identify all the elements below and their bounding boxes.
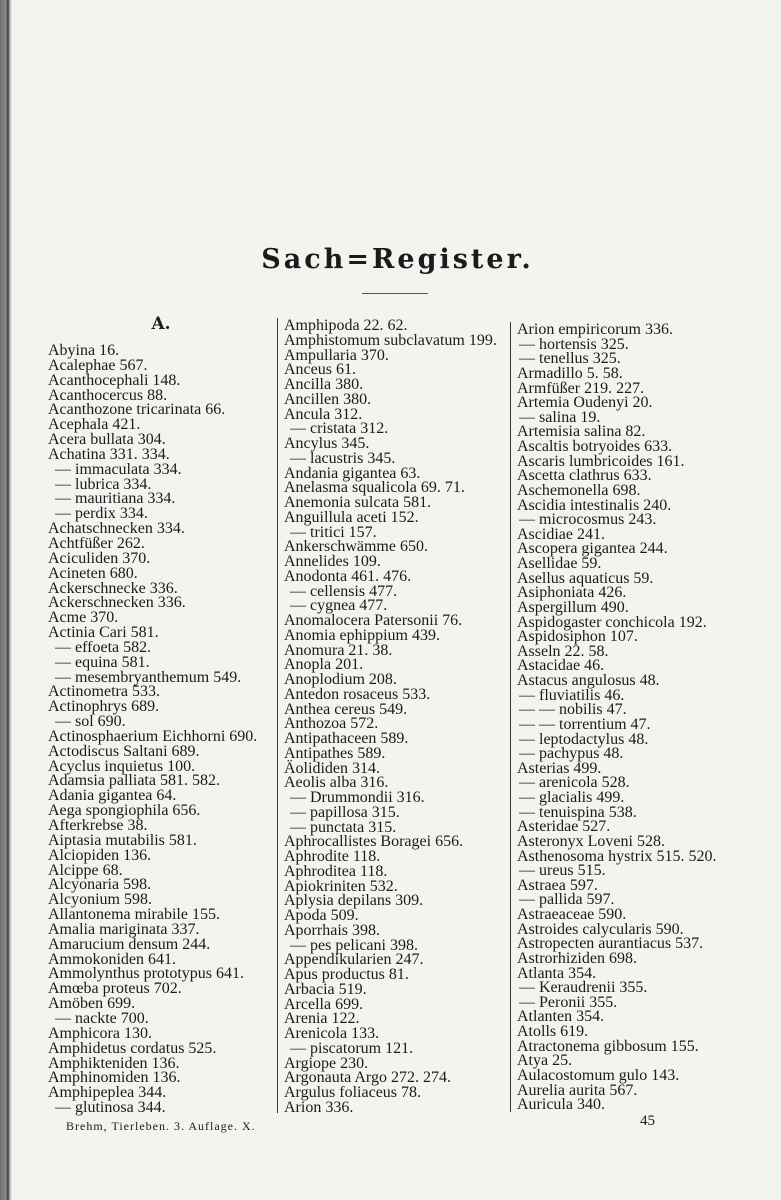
footer-imprint: Brehm, Tierleben. 3. Auflage. X. [66,1119,256,1133]
index-entry: Amphinomiden 136. [48,1069,181,1087]
index-entry: Ancillen 380. [284,390,372,408]
index-subentry: — pachypus 48. [519,745,624,763]
index-subentry: — hortensis 325. [519,335,629,353]
index-entry: Äolididen 314. [284,759,380,777]
title-rule [362,293,428,294]
index-entry: Anodonta 461. 476. [284,567,412,585]
index-entry: Ackerschnecke 336. [48,579,178,597]
index-entry: Anelasma squalicola 69. 71. [284,479,465,497]
index-entry: Amphistomum subclavatum 199. [284,331,497,349]
index-entry: Astroides calycularis 590. [517,920,684,938]
index-subentry: — — torrentium 47. [519,715,651,733]
section-letter: A. [151,314,171,334]
index-entry: Adania gigantea 64. [48,787,177,805]
index-entry: Argulus foliaceus 78. [284,1084,422,1101]
index-entry: Ascidia intestinalis 240. [517,496,672,514]
index-entry: Ackerschnecken 336. [48,594,186,612]
index-entry: Acalephae 567. [48,356,148,374]
index-entry: Alciopiden 136. [48,846,152,864]
index-subentry: — cellensis 477. [290,582,398,600]
index-subentry: — lubrica 334. [55,475,152,493]
index-entry: Aega spongiophila 656. [48,802,201,820]
index-subentry: — tenellus 325. [519,350,621,368]
index-entry: Acephala 421. [48,416,141,434]
index-subentry: — cygnea 477. [290,597,388,615]
index-entry: Acanthozone tricarinata 66. [48,401,226,419]
index-entry: Arenicola 133. [284,1025,380,1042]
index-entry: Aporrhais 398. [284,921,380,939]
index-entry: Ancylus 345. [284,435,370,452]
index-entry: Acanthocephali 148. [48,371,181,389]
index-entry: Aphrodite 118. [284,848,381,865]
index-entry: Acme 370. [48,609,119,627]
index-entry: Apoda 509. [284,907,359,924]
index-entry: Acyclus inquietus 100. [48,757,196,775]
index-entry: Asteronyx Loveni 528. [517,832,665,850]
index-subentry: — Drummondii 316. [290,789,425,806]
index-entry: Aurelia aurita 567. [517,1081,638,1099]
index-entry: Abyina 16. [48,342,120,359]
index-entry: Aplysia depilans 309. [284,892,424,910]
index-entry: Amphidetus cordatus 525. [48,1039,217,1057]
index-entry: Amœba proteus 702. [48,980,182,998]
index-entry: Aulacostomum gulo 143. [517,1066,680,1084]
index-entry: Armadillo 5. 58. [517,364,623,382]
index-entry: Annelides 109. [284,553,381,570]
index-entry: Afterkrebse 38. [48,817,148,834]
index-entry: Ascaris lumbricoides 161. [517,452,685,470]
index-entry: Apus productus 81. [284,966,409,983]
index-subentry: — sol 690. [55,713,126,731]
index-column-1 [48,344,276,1116]
index-subentry: — Peronii 355. [519,993,618,1011]
index-entry: Aphroditea 118. [284,862,388,880]
index-subentry: — nackte 700. [55,1009,149,1027]
index-entry: Apiokriniten 532. [284,877,398,895]
index-entry: Arenia 122. [284,1010,360,1028]
index-entry: Auricula 340. [517,1096,605,1114]
index-entry: Antipathes 589. [284,744,386,762]
index-subentry: — mesembryanthemum 549. [55,668,242,686]
index-subentry: — glacialis 499. [519,789,625,806]
page-title: Sach=Register. [261,244,534,275]
index-subentry: — punctata 315. [290,818,397,836]
index-entry: Alcyonium 598. [48,891,152,909]
index-entry: Atya 25. [517,1052,573,1070]
index-entry: Antedon rosaceus 533. [284,685,431,703]
index-column-2 [284,319,508,1116]
index-entry: Aphrocallistes Boragei 656. [284,833,464,851]
index-entry: Arcella 699. [284,995,364,1013]
index-entry: Amöben 699. [48,995,136,1013]
index-entry: Ammokoniden 641. [48,950,176,968]
index-entry: Anomura 21. 38. [284,641,393,659]
index-entry: Astrorhiziden 698. [517,949,637,967]
index-subentry: — arenicola 528. [519,774,630,792]
index-entry: Aciculiden 370. [48,549,151,567]
index-subentry: — tritici 157. [290,523,377,541]
index-entry: Acera bullata 304. [48,431,166,449]
index-subentry: — pes pelicani 398. [290,936,418,954]
index-entry: Allantonema mirabile 155. [48,906,220,924]
index-entry: Artemisia salina 82. [517,423,646,441]
index-entry: Amphicora 130. [48,1024,152,1042]
index-subentry: — Keraudrenii 355. [519,979,648,997]
index-entry: Anthea cereus 549. [284,700,408,718]
index-subentry: — tenuispina 538. [519,803,637,821]
index-subentry: — equina 581. [55,653,150,671]
index-entry: Atlanten 354. [517,1008,605,1026]
index-entry: Acanthocercus 88. [48,386,168,404]
index-entry: Argiope 230. [284,1054,369,1072]
index-entry: Asterias 499. [517,759,602,777]
index-entry: Actinia Cari 581. [48,624,159,642]
index-entry: Ankerschwämme 650. [284,538,428,556]
index-entry: Achatina 331. 334. [48,445,170,463]
index-entry: Atractonema gibbosum 155. [517,1037,699,1055]
index-entry: Actodiscus Saltani 689. [48,742,200,760]
index-entry: Aeolis alba 316. [284,774,389,792]
index-entry: Asiphoniata 426. [517,584,627,602]
index-entry: Astraea 597. [517,876,598,894]
index-entry: Aspidogaster conchicola 192. [517,613,707,631]
index-entry: Arbacia 519. [284,980,367,998]
index-entry: Aiptasia mutabilis 581. [48,831,197,849]
index-entry: Argonauta Argo 272. 274. [284,1069,451,1087]
index-entry: Actinosphaerium Eichhorni 690. [48,727,258,745]
index-entry: Ancilla 380. [284,376,364,393]
index-entry: Artemia Oudenyi 20. [517,394,653,412]
index-subentry: — — nobilis 47. [519,701,627,719]
index-entry: Ampullaria 370. [284,346,389,364]
index-entry: Asteridae 527. [517,818,611,836]
index-entry: Achtfüßer 262. [48,534,145,552]
index-entry: Asellus aquaticus 59. [517,569,654,587]
index-entry: Atlanta 354. [517,964,597,982]
index-entry: Arion 336. [284,1098,354,1116]
index-entry: Adamsia palliata 581. 582. [48,772,220,790]
index-entry: Astropecten aurantiacus 537. [517,935,704,953]
index-entry: Amalia mariginata 337. [48,920,200,938]
index-subentry: — effoeta 582. [55,638,152,656]
index-entry: Anguillula aceti 152. [284,508,419,526]
index-entry: Appendikularien 247. [284,951,424,969]
index-entry: Alcippe 68. [48,861,123,879]
index-entry: Ancula 312. [284,405,363,423]
column-divider [510,322,511,1112]
index-entry: Astacus angulosus 48. [517,672,660,689]
index-subentry: — papillosa 315. [290,803,400,821]
index-subentry: — microcosmus 243. [519,511,657,529]
index-subentry: — piscatorum 121. [290,1039,414,1057]
index-entry: Anemonia sulcata 581. [284,494,432,511]
index-entry: Anoplodium 208. [284,671,397,688]
index-entry: Atolls 619. [517,1023,589,1040]
index-entry: Astacidae 46. [517,657,605,675]
index-entry: Anomalocera Patersonii 76. [284,612,463,629]
index-subentry: — mauritiana 334. [55,490,176,508]
index-entry: Amphipeplea 344. [48,1084,167,1102]
index-entry: Achatschnecken 334. [48,520,185,538]
index-entry: Aschemonella 698. [517,481,641,499]
index-entry: Actinophrys 689. [48,698,160,716]
index-entry: Ascaltis botryoides 633. [517,438,673,455]
index-entry: Aspidosiphon 107. [517,628,638,646]
index-entry: Actinometra 533. [48,683,160,701]
index-subentry: — salina 19. [519,408,601,426]
index-entry: Ascetta clathrus 633. [517,467,652,485]
index-subentry: — ureus 515. [519,862,606,880]
index-subentry: — leptodactylus 48. [519,730,649,748]
index-column-3 [517,323,767,1113]
page-number: 45 [640,1113,655,1129]
index-entry: Armfüßer 219. 227. [517,379,645,397]
column-divider [277,318,278,1113]
index-entry: Ammolynthus prototypus 641. [48,965,245,983]
index-entry: Asellidae 59. [517,555,602,572]
index-subentry: — fluviatilis 46. [519,686,625,704]
index-entry: Anthozoa 572. [284,715,379,733]
scan-edge-shadow [0,0,12,1200]
index-subentry: — immaculata 334. [55,460,182,478]
index-entry: Acineten 680. [48,564,138,582]
index-subentry: — cristata 312. [290,420,389,438]
index-entry: Antipathaceen 589. [284,730,409,747]
index-entry: Ascidiae 241. [517,525,605,543]
index-entry: Anceus 61. [284,361,356,379]
index-entry: Amphikteniden 136. [48,1054,180,1072]
index-entry: Anomia ephippium 439. [284,626,440,644]
index-entry: Anopla 201. [284,656,364,674]
index-entry: Amarucium densum 244. [48,935,211,953]
index-entry: Andania gigantea 63. [284,464,421,482]
index-subentry: — lacustris 345. [290,449,396,467]
index-subentry: — glutinosa 344. [55,1099,166,1117]
index-entry: Astraeaceae 590. [517,906,627,923]
index-entry: Aspergillum 490. [517,598,629,616]
index-entry: Arion empiricorum 336. [517,321,673,338]
index-subentry: — pallida 597. [519,891,615,909]
index-entry: Asseln 22. 58. [517,642,609,660]
index-entry: Amphipoda 22. 62. [284,317,408,334]
index-entry: Asthenosoma hystrix 515. 520. [517,847,717,865]
index-entry: Ascopera gigantea 244. [517,540,668,558]
index-subentry: — perdix 334. [55,505,148,523]
index-entry: Alcyonaria 598. [48,876,152,894]
